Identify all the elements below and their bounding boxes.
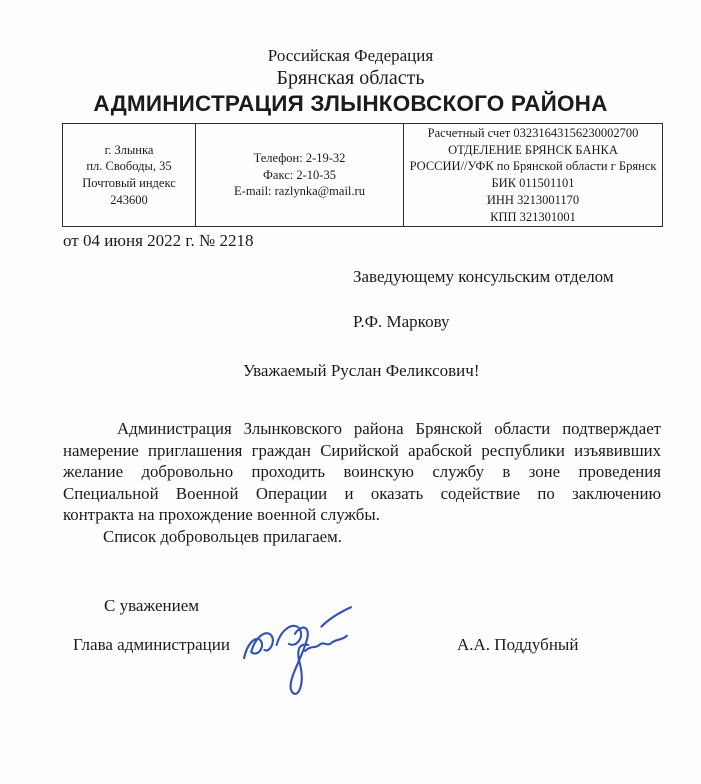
signature-stroke xyxy=(244,633,273,658)
signature-scribble xyxy=(238,600,358,702)
address-line: Почтовый индекс 243600 xyxy=(82,176,176,207)
letterhead xyxy=(0,46,701,117)
signature-stroke xyxy=(277,626,301,645)
bank-inn-line: ИНН 3213001170 xyxy=(486,192,580,207)
body-line: Администрация Злынковского района Брянской области подтверждает xyxy=(117,419,661,438)
contact-fax: Факс: 2-10-35 xyxy=(263,167,336,182)
addressee-position: Заведующему консульским отделом xyxy=(353,267,614,286)
signature-stroke xyxy=(291,628,309,694)
body-paragraph xyxy=(63,418,661,547)
letterhead-organization-title: АДМИНИСТРАЦИЯ ЗЛЫНКОВСКОГО РАЙОНА xyxy=(93,91,608,116)
signature-stroke xyxy=(305,636,347,651)
address-line: пл. Свободы, 35 xyxy=(86,159,172,174)
body-line: Список добровольцев прилагаем. xyxy=(103,526,342,546)
letterhead-country: Российская Федерация xyxy=(267,46,434,65)
body-line: желание добровольно проходить воинскую службу в зоне проведения xyxy=(63,462,661,481)
address-line: г. Злынка xyxy=(104,142,154,157)
info-cell-contacts xyxy=(196,124,404,226)
closing-regards: С уважением xyxy=(104,596,200,615)
signer-position: Глава администрации xyxy=(73,635,230,654)
info-cell-address xyxy=(63,124,196,226)
bank-bik-line: БИК 011501101 xyxy=(491,176,575,190)
document-date-number: от 04 июня 2022 г. № 2218 xyxy=(63,231,254,250)
bank-kpp-line: КПП 321301001 xyxy=(490,209,576,224)
body-line: контракта на прохождение военной службы. xyxy=(63,505,380,524)
body-line: намерение приглашения граждан Сирийской арабской республики изъявивших xyxy=(63,440,661,460)
signer-name: А.А. Поддубный xyxy=(457,635,579,654)
salutation: Уважаемый Руслан Феликсович! xyxy=(243,361,480,380)
addressee-name: Р.Ф. Маркову xyxy=(353,312,450,331)
body-line: Специальной Военной Операции и оказать содействие по заключению xyxy=(63,483,661,503)
bank-name-line: РОССИИ//УФК по Брянской области г Брянск xyxy=(409,159,657,174)
bank-account-line: Расчетный счет 03231643156230002700 xyxy=(427,125,639,140)
bank-name-line: ОТДЕЛЕНИЕ БРЯНСК БАНКА xyxy=(448,142,618,157)
info-cell-bank-details xyxy=(404,124,662,226)
signature-stroke xyxy=(321,607,350,626)
letterhead-region: Брянская область xyxy=(276,67,425,89)
contact-email: E-mail: razlynka@mail.ru xyxy=(234,184,365,199)
contact-phone: Телефон: 2-19-32 xyxy=(253,150,346,165)
letterhead-info-table xyxy=(62,123,663,227)
